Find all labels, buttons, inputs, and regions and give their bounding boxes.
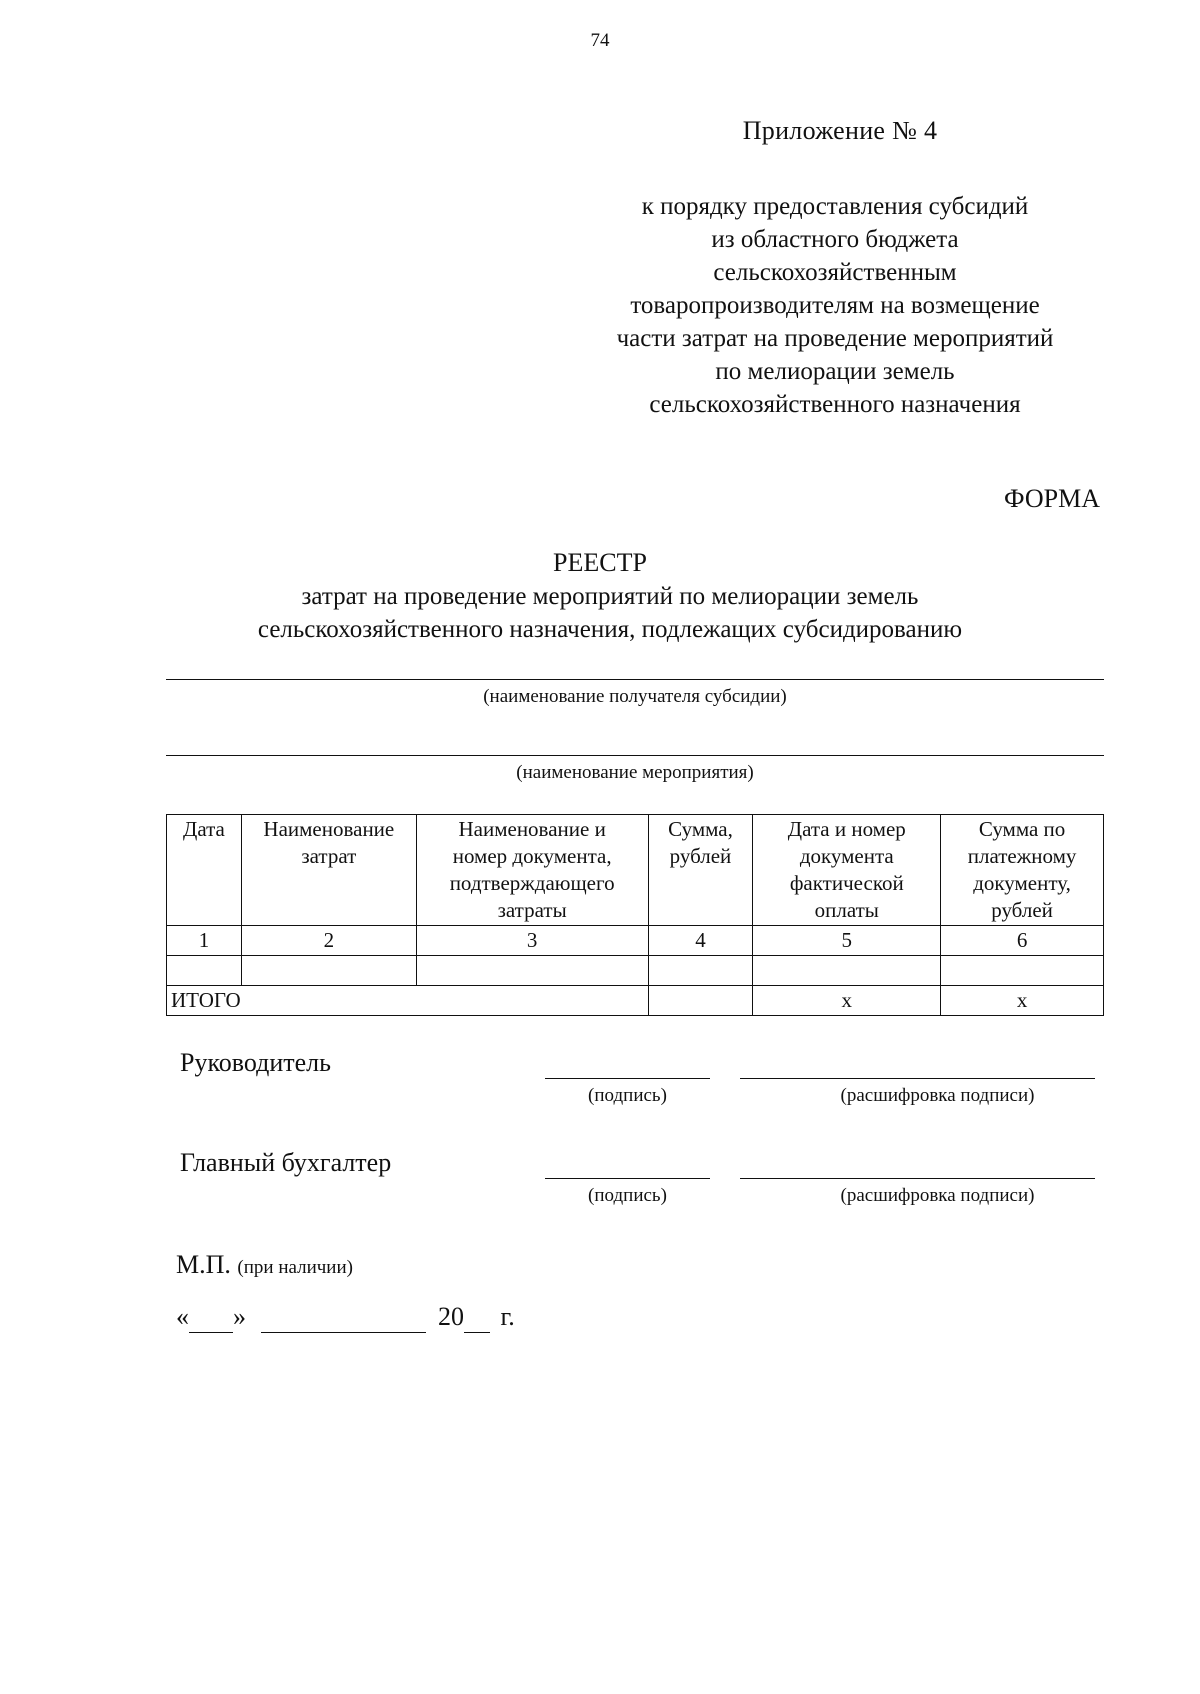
header-text: документа	[799, 844, 894, 868]
table-row	[167, 956, 1104, 986]
header-text: оплаты	[814, 898, 879, 922]
table-cell[interactable]	[416, 956, 648, 986]
header-cost-name	[241, 815, 416, 926]
header-text: номер документа,	[452, 844, 612, 868]
registry-table	[166, 814, 1104, 1016]
subtitle-line: сельскохозяйственного назначения	[649, 391, 1021, 418]
reestr-subtitle	[160, 580, 1060, 646]
head-signature-line[interactable]	[545, 1078, 710, 1079]
header-text: Дата и номер	[787, 817, 906, 841]
appendix-subtitle	[575, 190, 1095, 421]
date-line	[176, 1302, 515, 1333]
column-number: 1	[167, 926, 242, 956]
table-header-row	[167, 815, 1104, 926]
column-number: 3	[416, 926, 648, 956]
month-blank[interactable]	[261, 1302, 426, 1333]
day-blank[interactable]	[189, 1302, 233, 1333]
header-text: Сумма,	[668, 817, 733, 841]
header-text: фактической	[789, 871, 904, 895]
header-text: Наименование и	[458, 817, 606, 841]
header-text: Дата	[183, 817, 225, 841]
column-number: 2	[241, 926, 416, 956]
year-suffix: г.	[500, 1302, 515, 1331]
subtitle-line: товаропроизводителям на возмещение	[630, 292, 1040, 319]
recipient-caption: (наименование получателя субсидии)	[483, 686, 787, 707]
head-title: Руководитель	[180, 1048, 331, 1077]
accountant-signature-caption: (подпись)	[588, 1185, 667, 1206]
header-text: подтверждающего	[449, 871, 615, 895]
header-text: затрат	[301, 844, 357, 868]
reestr-subtitle-line: сельскохозяйственного назначения, подлежащих субсидированию	[257, 616, 963, 643]
header-text: документу,	[973, 871, 1071, 895]
accountant-signature-line[interactable]	[545, 1178, 710, 1179]
header-text: Сумма по	[978, 817, 1066, 841]
total-label: ИТОГО	[167, 986, 649, 1016]
table-cell[interactable]	[167, 956, 242, 986]
page-number: 74	[590, 30, 610, 51]
table-cell[interactable]	[241, 956, 416, 986]
head-signature-caption: (подпись)	[588, 1085, 667, 1106]
total-col5: х	[753, 986, 941, 1016]
recipient-name-line[interactable]	[166, 679, 1104, 680]
header-date	[167, 815, 242, 926]
header-text: рублей	[669, 844, 732, 868]
subtitle-line: к порядку предоставления субсидий	[641, 193, 1029, 220]
header-text: затраты	[497, 898, 567, 922]
subtitle-line: сельскохозяйственным	[713, 259, 957, 286]
year-blank[interactable]	[464, 1302, 490, 1333]
open-quote: «	[176, 1302, 189, 1331]
table-cell[interactable]	[753, 956, 941, 986]
head-decode-line[interactable]	[740, 1078, 1095, 1079]
column-number: 5	[753, 926, 941, 956]
subtitle-line: из областного бюджета	[711, 226, 959, 253]
header-document	[416, 815, 648, 926]
subtitle-line: по мелиорации земель	[715, 358, 955, 385]
subtitle-line: части затрат на проведение мероприятий	[616, 325, 1054, 352]
total-col6: х	[941, 986, 1104, 1016]
accountant-title: Главный бухгалтер	[180, 1148, 392, 1177]
total-sum-cell[interactable]	[648, 986, 753, 1016]
head-decode-caption: (расшифровка подписи)	[840, 1085, 1035, 1106]
header-sum	[648, 815, 753, 926]
form-label: ФОРМА	[1004, 484, 1100, 513]
total-row	[167, 986, 1104, 1016]
event-caption: (наименование мероприятия)	[516, 762, 754, 783]
close-quote: »	[233, 1302, 246, 1331]
header-text: рублей	[991, 898, 1053, 922]
appendix-title: Приложение № 4	[742, 116, 938, 145]
header-text: Наименование	[263, 817, 395, 841]
table-cell[interactable]	[648, 956, 753, 986]
accountant-decode-caption: (расшифровка подписи)	[840, 1185, 1035, 1206]
column-number-row	[167, 926, 1104, 956]
accountant-decode-line[interactable]	[740, 1178, 1095, 1179]
stamp-label: М.П.	[176, 1250, 231, 1279]
event-name-line[interactable]	[166, 755, 1104, 756]
table-cell[interactable]	[941, 956, 1104, 986]
year-prefix: 20	[438, 1302, 464, 1331]
stamp-block	[176, 1250, 353, 1280]
header-text: платежному	[967, 844, 1077, 868]
stamp-note: (при наличии)	[237, 1257, 353, 1278]
column-number: 4	[648, 926, 753, 956]
reestr-title: РЕЕСТР	[553, 548, 647, 577]
header-payment-doc	[753, 815, 941, 926]
reestr-subtitle-line: затрат на проведение мероприятий по мелиорации земель	[301, 583, 919, 610]
column-number: 6	[941, 926, 1104, 956]
header-payment-sum	[941, 815, 1104, 926]
